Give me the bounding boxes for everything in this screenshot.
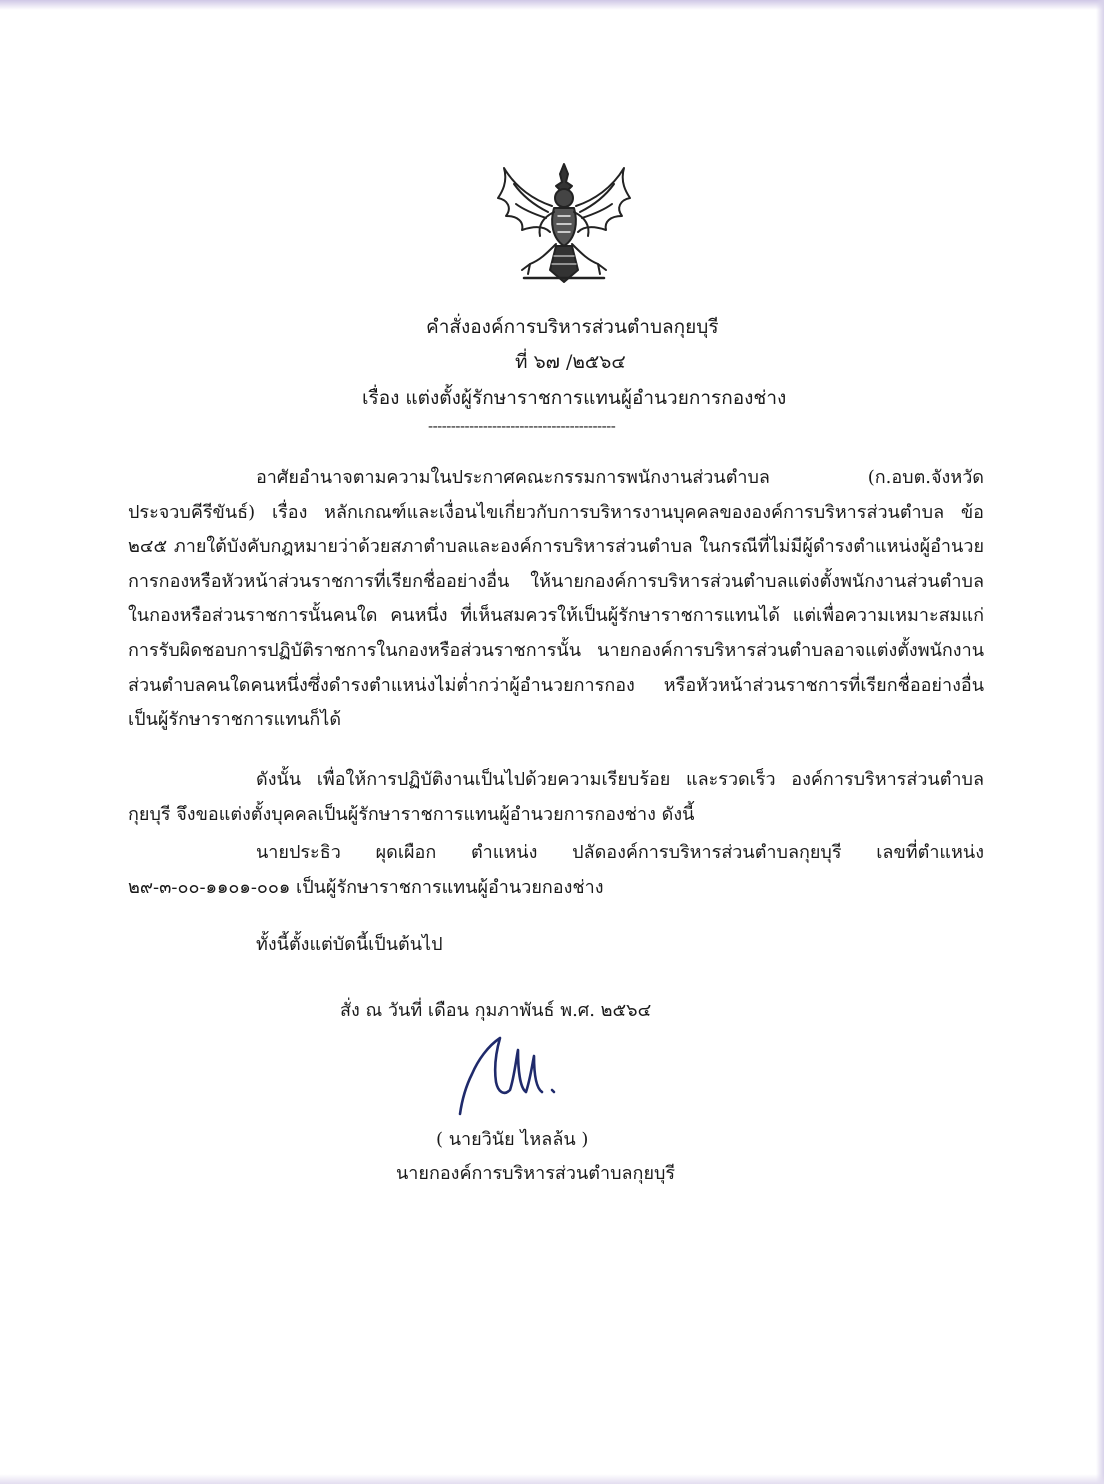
order-title: คำสั่งองค์การบริหารส่วนตำบลกุยบุรี [426, 316, 719, 338]
separator-line: ----------------------------------------- [428, 417, 616, 435]
signer-name: ( นายวินัย ไหลล้น ) [436, 1129, 589, 1150]
order-subject: เรื่อง แต่งตั้งผู้รักษาราชการแทนผู้อำนวยการกองช่าง [362, 387, 787, 409]
body-paragraph-2 [128, 763, 984, 832]
page-edge-shadow [0, 0, 1104, 10]
order-number: ที่ ๖๗ /๒๕๖๔ [515, 351, 626, 373]
body-paragraph-1 [128, 461, 984, 738]
body-paragraph-3 [128, 836, 984, 905]
garuda-emblem-icon [494, 160, 634, 290]
signer-position: นายกองค์การบริหารส่วนตำบลกุยบุรี [396, 1163, 676, 1184]
body-paragraph-4: ทั้งนี้ตั้งแต่บัดนี้เป็นต้นไป [256, 934, 443, 955]
page-edge-shadow [0, 1474, 1104, 1484]
signature-mark [452, 1030, 582, 1120]
paragraph-text: นายประธิว ผุดเผือก ตำแหน่ง ปลัดองค์การบริหารส่วนตำบลกุยบุรี เลขที่ตำแหน่ง ๒๙-๓-๐๐-๑๑๐๑-๐๐๑ เป็นผู้รักษาราชการแทนผู้อำนวยกองช่าง [128, 842, 984, 898]
order-date: สั่ง ณ วันที่ เดือน กุมภาพันธ์ พ.ศ. ๒๕๖๔ [340, 1000, 652, 1021]
paragraph-text: อาศัยอำนาจตามความในประกาศคณะกรรมการพนักงานส่วนตำบล (ก.อบต.จังหวัดประจวบคีรีขันธ์) เรื่อง หลักเกณฑ์และเงื่อนไขเกี่ยวกับการบริหารงานบุคคลขององค์การบริหารส่วนตำบล ข้อ ๒๔๕ ภายใต้บังคับกฎหมายว่าด้วยสภาตำบลและองค์การบริหารส่วนตำบล ในกรณีที่ไม่มีผู้ดำรงตำแหน่งผู้อำนวยการกองหรือหัวหน้าส่วนราชการที่เรียกชื่ออย่างอื่น ให้นายกองค์การบริหารส่วนตำบลแต่งตั้งพนักงานส่วนตำบลในกองหรือส่วนราชการนั้นคนใด คนหนึ่ง ที่เห็นสมควรให้เป็นผู้รักษาราชการแทนได้ แต่เพื่อความเหมาะสมแก่การรับผิดชอบการปฏิบัติราชการในกองหรือส่วนราชการนั้น นายกองค์การบริหารส่วนตำบลอาจแต่งตั้งพนักงานส่วนตำบลคนใดคนหนึ่งซึ่งดำรงตำแหน่งไม่ต่ำกว่าผู้อำนวยการกอง หรือหัวหน้าส่วนราชการที่เรียกชื่ออย่างอื่นเป็นผู้รักษาราชการแทนก็ได้ [128, 467, 984, 731]
paragraph-text: ดังนั้น เพื่อให้การปฏิบัติงานเป็นไปด้วยความเรียบร้อย และรวดเร็ว องค์การบริหารส่วนตำบลกุยบุรี จึงขอแต่งตั้งบุคคลเป็นผู้รักษาราชการแทนผู้อำนวยการกองช่าง ดังนี้ [128, 769, 984, 825]
page-edge-shadow [1096, 0, 1104, 1484]
